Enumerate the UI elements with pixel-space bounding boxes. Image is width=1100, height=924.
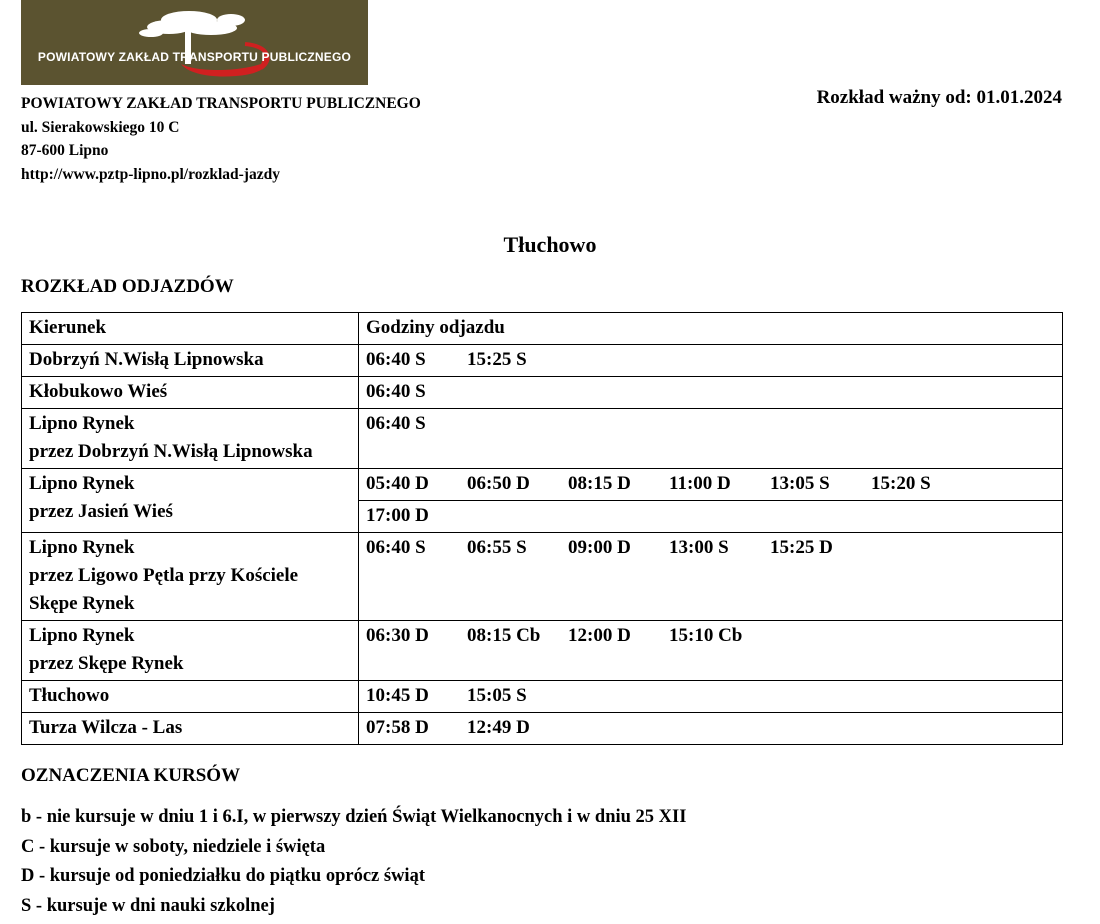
legend-item: C - kursuje w soboty, niedziele i święta xyxy=(21,836,326,857)
departure-time: 06:55 S xyxy=(467,537,527,558)
departure-time: 11:00 D xyxy=(669,473,731,494)
table-row xyxy=(22,533,1063,621)
times-cell xyxy=(359,713,1063,745)
direction-line: Lipno Rynek xyxy=(29,537,135,558)
departure-time: 12:49 D xyxy=(467,717,530,738)
direction-line: Lipno Rynek xyxy=(29,625,135,646)
direction-line: przez Jasień Wieś xyxy=(29,501,173,522)
direction-line: przez Dobrzyń N.Wisłą Lipnowska xyxy=(29,441,313,462)
departure-time: 12:00 D xyxy=(568,625,631,646)
departure-time: 08:15 D xyxy=(568,473,631,494)
direction-line: przez Ligowo Pętla przy Kościele xyxy=(29,565,299,586)
departure-time: 17:00 D xyxy=(366,505,429,526)
direction-line: Lipno Rynek xyxy=(29,473,135,494)
legend-item: S - kursuje w dni nauki szkolnej xyxy=(21,895,275,916)
column-header-times: Godziny odjazdu xyxy=(359,313,1063,345)
departure-time: 13:00 S xyxy=(669,537,729,558)
times-cell xyxy=(359,409,1063,469)
table-row xyxy=(22,713,1063,745)
departure-time: 15:10 Cb xyxy=(669,625,743,646)
direction-cell xyxy=(22,377,359,409)
departure-time: 06:40 S xyxy=(366,413,426,434)
org-url[interactable]: http://www.pztp-lipno.pl/rozklad-jazdy xyxy=(21,165,280,183)
org-name: POWIATOWY ZAKŁAD TRANSPORTU PUBLICZNEGO xyxy=(21,95,421,112)
departure-time: 15:05 S xyxy=(467,685,527,706)
tree-logo-icon xyxy=(21,0,368,85)
table-row xyxy=(22,377,1063,409)
direction-line: Kłobukowo Wieś xyxy=(29,381,168,402)
departure-time: 06:40 S xyxy=(366,349,426,370)
direction-cell xyxy=(22,469,359,533)
direction-cell xyxy=(22,681,359,713)
org-address: ul. Sierakowskiego 10 C xyxy=(21,118,180,136)
legend-item: D - kursuje od poniedziałku do piątku oprócz świąt xyxy=(21,866,425,886)
direction-line: Dobrzyń N.Wisłą Lipnowska xyxy=(29,349,264,370)
departure-time: 08:15 Cb xyxy=(467,625,541,646)
times-cell xyxy=(359,681,1063,713)
departure-time: 06:30 D xyxy=(366,625,429,646)
direction-line: Skępe Rynek xyxy=(29,593,135,614)
direction-cell xyxy=(22,533,359,621)
times-cell xyxy=(359,501,1063,533)
departure-time: 09:00 D xyxy=(568,537,631,558)
times-cell xyxy=(359,533,1063,621)
stop-title: Tłuchowo xyxy=(503,232,597,257)
column-header-direction: Kierunek xyxy=(22,313,359,345)
times-cell xyxy=(359,621,1063,681)
table-header-row xyxy=(22,313,1063,345)
direction-line: Tłuchowo xyxy=(29,685,110,706)
table-row xyxy=(22,409,1063,469)
departure-time: 06:40 S xyxy=(366,381,426,402)
company-logo xyxy=(21,0,368,85)
direction-cell xyxy=(22,409,359,469)
departure-time: 13:05 S xyxy=(770,473,830,494)
departure-time: 07:58 D xyxy=(366,717,429,738)
times-cell xyxy=(359,377,1063,409)
departure-time: 15:25 S xyxy=(467,349,527,370)
org-city: 87-600 Lipno xyxy=(21,142,109,159)
organization-info xyxy=(21,92,421,186)
departure-table xyxy=(21,312,1063,745)
direction-cell xyxy=(22,713,359,745)
times-cell xyxy=(359,345,1063,377)
times-cell xyxy=(359,469,1063,501)
legend-item: b - nie kursuje w dniu 1 i 6.I, w pierwszy dzień Świąt Wielkanocnych i w dniu 25 XII xyxy=(21,807,687,827)
table-row xyxy=(22,469,1063,501)
legend-list xyxy=(21,803,686,921)
valid-from: Rozkład ważny od: 01.01.2024 xyxy=(816,87,1062,108)
departure-time: 06:40 S xyxy=(366,537,426,558)
departure-time: 15:20 S xyxy=(871,473,931,494)
logo-text: POWIATOWY ZAKŁAD TRANSPORTU PUBLICZNEGO xyxy=(37,50,352,64)
departure-time: 05:40 D xyxy=(366,473,429,494)
direction-line: Turza Wilcza - Las xyxy=(29,717,183,738)
departure-time: 06:50 D xyxy=(467,473,530,494)
departure-time: 15:25 D xyxy=(770,537,833,558)
table-row xyxy=(22,345,1063,377)
departure-time: 10:45 D xyxy=(366,685,429,706)
table-body xyxy=(22,345,1063,745)
direction-line: przez Skępe Rynek xyxy=(29,653,184,674)
table-row xyxy=(22,621,1063,681)
direction-cell xyxy=(22,621,359,681)
legend-title: OZNACZENIA KURSÓW xyxy=(21,765,241,786)
direction-line: Lipno Rynek xyxy=(29,413,135,434)
direction-cell xyxy=(22,345,359,377)
table-row xyxy=(22,681,1063,713)
timetable-section-title: ROZKŁAD ODJAZDÓW xyxy=(21,276,234,297)
